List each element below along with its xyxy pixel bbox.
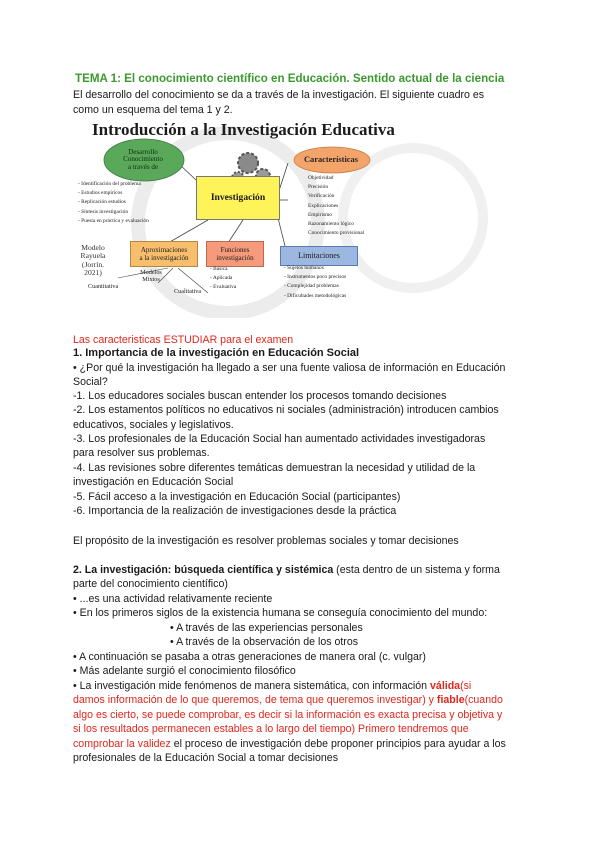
left-steps-list (78, 180, 149, 226)
b5-red: (si (460, 680, 472, 692)
proposito-line: El propósito de la investigación es resolver problemas sociales y tomar decisiones (73, 535, 459, 547)
s1-line: -6. Importancia de la realización de investigaciones desde la práctica (73, 505, 397, 517)
limitacion-item: - Instrumentos poco precisos (284, 274, 347, 281)
limitaciones-label: Limitaciones (298, 251, 340, 260)
caracteristica-item: Empirismo (308, 211, 332, 218)
section2-num: 2. (73, 564, 85, 576)
s1-line: Social? (73, 376, 108, 388)
s2-red-line: si los resultados permanecen estables a lo largo del tiempo) Primero tendremos que (73, 723, 469, 735)
modelo-rayuela (78, 244, 108, 278)
s1-line: para resolver sus problemas. (73, 447, 210, 459)
step-item: - Estudios empíricos (78, 190, 123, 197)
cualitativa-label: Cualitativa (174, 288, 202, 295)
caracteristica-item: Precisión (308, 184, 329, 191)
s2-bullet (73, 680, 471, 693)
limitacion-item: - Dificultades metodológicas (284, 292, 347, 299)
schema-diagram (78, 118, 508, 318)
section2-title-bold: La investigación: búsqueda científica y sistémica (84, 564, 334, 576)
s2-bullet: • A continuación se pasaba a otras generaciones de manera oral (c. vulgar) (73, 651, 426, 663)
s1-line: investigación en Educación Social (73, 476, 234, 488)
s1-line: -5. Fácil acceso a la investigación en Educación Social (participantes) (73, 491, 401, 503)
caracteristicas-label: Características (304, 155, 358, 164)
l2-rest: (cuando (464, 694, 503, 706)
s2-bullet: • Más adelante surgió el conocimiento filosófico (73, 665, 296, 677)
estudiar-note: Las caracteristicas ESTUDIAR para el examen (73, 334, 294, 346)
s1-line: -4. Las revisiones sobre diferentes temáticas demuestran la necesidad y utilidad de la (73, 462, 476, 474)
caracteristica-item: Explicaciones (308, 202, 339, 209)
intro-line-2: como un esquema del tema 1 y 2. (73, 104, 233, 116)
cuantitativa-label: Cuantitativa (88, 283, 119, 290)
s2-line: profesionales de la Educación Social a tomar decisiones (73, 752, 338, 764)
validez-phrase: comprobar la validez (73, 738, 171, 750)
s1-line: -2. Los estamentos políticos no educativos ni sociales (administración) introducen cambios (73, 404, 499, 416)
s2-bullet: • ...es una actividad relativamente reciente (73, 593, 273, 605)
gear-1 (238, 153, 258, 173)
desarrollo-line-3: a través de (128, 162, 158, 171)
b5-text: • La investigación mide fenómenos de manera sistemática, con información (73, 680, 431, 692)
modelo-line: (Jorrín. (81, 259, 105, 269)
modelos-mixtos (136, 269, 166, 283)
section2-title-rest: (esta dentro de un sistema y forma (333, 564, 500, 576)
step-item: - Replicación estudios (78, 199, 126, 206)
s1-line: -3. Los profesionales de la Educación Social han aumentado actividades investigadoras (73, 433, 486, 445)
funcion-item: - Básica (210, 266, 228, 272)
s2-line (73, 738, 506, 751)
s2-red-line: algo es cierto, se puede comprobar, es decir si la información es exacta precisa y objetiva y (73, 709, 503, 721)
step-item: - Identificación del problema (78, 181, 141, 187)
s2-subbullet: • A través de la observación de los otros (170, 636, 359, 648)
l5-rest: el proceso de investigación debe proponer principios para ayudar a los (170, 738, 506, 750)
desarrollo-line-1: Desarrollo (128, 148, 158, 156)
limitaciones-list (284, 264, 346, 301)
limitacion-item: - Complejidad problemas (284, 283, 339, 290)
step-item: - Puesta en práctica y evaluación (78, 217, 149, 224)
modelo-line: Modelo (81, 243, 105, 252)
caracteristica-item: Verificación (308, 193, 335, 200)
s2-red-line (73, 694, 503, 707)
section1-title: 1. Importancia de la investigación en Educación Social (73, 347, 360, 359)
investigacion-box (196, 176, 280, 220)
s2-subbullet: • A través de las experiencias personales (170, 622, 363, 634)
s1-line: • ¿Por qué la investigación ha llegado a ser una fuente valiosa de información en Educación (73, 362, 506, 374)
arrow-6 (228, 220, 243, 243)
aproximaciones-line-1: Aproximaciones (140, 246, 188, 254)
s2-bullet: • En los primeros siglos de la existencia humana se conseguía conocimiento del mundo: (73, 607, 488, 619)
caracteristicas-list (308, 174, 364, 238)
intro-line-1: El desarrollo del conocimiento se da a través de la investigación. El siguiente cuadro es (73, 89, 485, 101)
modelo-line: 2021) (84, 268, 102, 278)
modelo-line: Rayuela (80, 251, 106, 261)
arrow-5 (168, 220, 208, 243)
l2-text: damos información de lo que queremos, de tema que queremos investigar) y (73, 694, 437, 706)
aproximaciones-box (130, 241, 198, 267)
section2-title (73, 564, 500, 577)
funcion-item: - Evaluativa (210, 284, 237, 291)
funciones-box (206, 241, 264, 267)
funcion-item: - Aplicada (210, 275, 233, 282)
funciones-list (210, 265, 236, 293)
limitacion-item: - Sujetos humanos (284, 265, 324, 271)
s1-line: educativos, sociales y legislativos. (73, 419, 234, 431)
funciones-line-2: investigación (216, 254, 254, 262)
limitaciones-box (280, 246, 358, 266)
caracteristica-item: Conocimiento provisional (308, 230, 365, 237)
section2-line2: parte del conocimiento científico) (73, 578, 228, 590)
desarrollo-line-2: Conocimiento (123, 155, 163, 164)
page-heading: TEMA 1: El conocimiento científico en Educación. Sentido actual de la ciencia (75, 72, 505, 85)
mixtos-line: Modelos (140, 269, 162, 276)
desarrollo-text (115, 149, 171, 171)
mixtos-line: Mixtos (142, 276, 160, 283)
fiable-word: fiable (436, 694, 465, 706)
aproximaciones-line-2: a la investigación (139, 254, 189, 262)
caracteristica-item: Objetividad (308, 175, 334, 181)
valida-word: válida (430, 680, 461, 692)
diagram-title: Introducción a la Investigación Educativa (92, 120, 395, 139)
step-item: - Síntesis investigación (78, 208, 129, 215)
investigacion-label: Investigación (210, 192, 266, 203)
s1-line: -1. Los educadores sociales buscan entender los procesos tomando decisiones (73, 390, 447, 402)
caracteristica-item: Razonamiento lógico (308, 221, 354, 228)
funciones-line-1: Funciones (220, 246, 250, 254)
